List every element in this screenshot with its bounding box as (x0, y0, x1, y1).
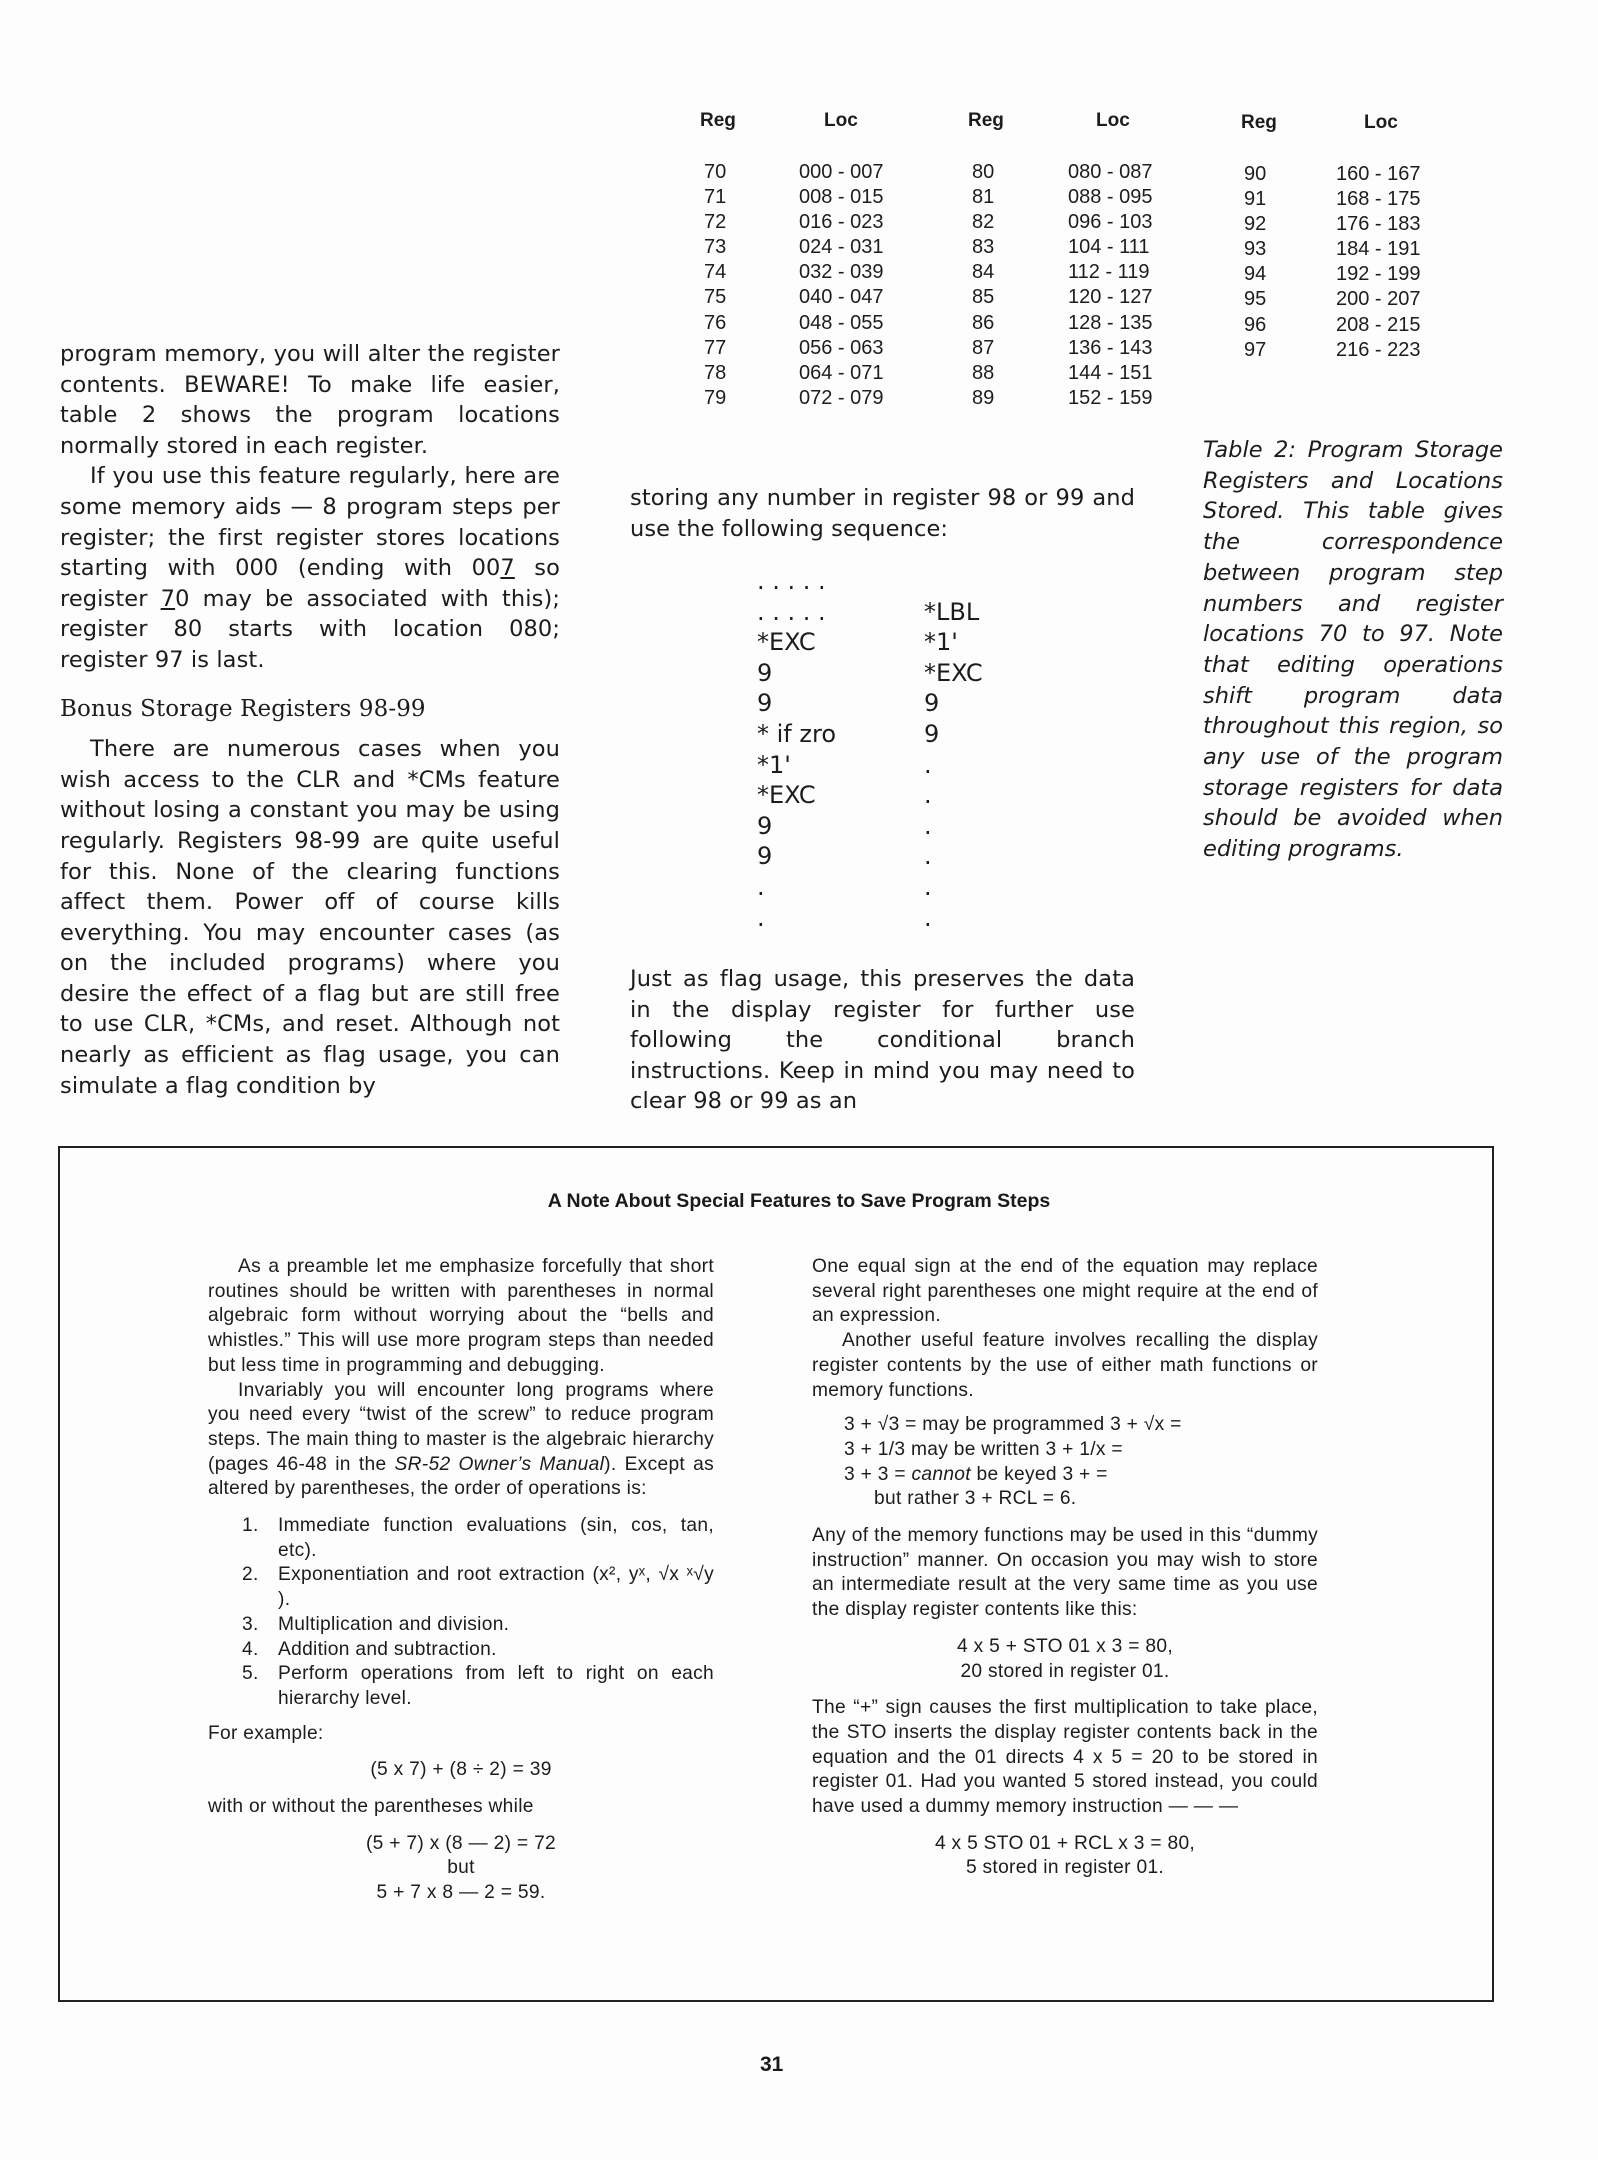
recall-example-3: 3 + 3 = cannot be keyed 3 + = (844, 1463, 1108, 1485)
sto-example-1-line-1: 4 x 5 + STO 01 x 3 = 80, (957, 1635, 1173, 1657)
recall-example-2: 3 + 1/3 may be written 3 + 1/x = (844, 1438, 1123, 1460)
table-header: Loc (1096, 110, 1130, 131)
table-caption: Table 2: Program Storage Registers and Locations Stored. This table gives the correspondence between program step numbers and register locations 70 to 97. Note that editing operations shift program data throughout this region, so any use of the program storage registers for data should be avoided when editing programs. (1203, 437, 1503, 863)
note-paragraph-equal-sign: One equal sign at the end of the equation may replace several right parentheses one might require at the end of an expression. (812, 1256, 1318, 1327)
sequence-right-column: *LBL *1' *EXC 9 9 . . . . . . (924, 597, 983, 932)
reg-column-1: 70 71 72 73 74 75 76 77 78 79 (704, 161, 727, 409)
but-label: but (447, 1857, 475, 1879)
note-left-column (208, 1255, 714, 1906)
paragraph-register-contents: program memory, you will alter the register contents. BEWARE! To make life easier, table 2 shows the program locations normally stored in each register. (60, 341, 560, 459)
note-paragraph-plus-sign: The “+” sign causes the first multiplication to take place, the STO inserts the display register contents back in the equation and the 01 directs 4 x 5 = 20 to be stored in register 01. Had you wanted 5 stored instead, you could have used a dummy memory instruction — — — (812, 1697, 1318, 1818)
table-header: Reg (700, 110, 736, 131)
list-item: 1. Immediate function evaluations (sin, cos, tan, etc). (242, 1515, 714, 1561)
equation-2: (5 + 7) x (8 — 2) = 72 (365, 1832, 557, 1854)
reg-column-2: 80 81 82 83 84 85 86 87 88 89 (972, 161, 995, 409)
note-right-column (812, 1255, 1318, 1881)
table-header: Reg (968, 110, 1004, 131)
order-of-operations-list (208, 1514, 714, 1712)
page-number: 31 (760, 2053, 784, 2076)
sequence-left-column: . . . . . . . . . . *EXC 9 9 * if zro *1' *EXC 9 9 . . (757, 567, 836, 932)
list-item: 5. Perform operations from left to right on each hierarchy level. (242, 1663, 714, 1709)
register-location-table (700, 110, 1500, 410)
section-heading: Bonus Storage Registers 98-99 (60, 695, 426, 722)
table-header: Loc (824, 110, 858, 131)
loc-column-2: 080 - 087 088 - 095 096 - 103 104 - 111 112 - 119 120 - 127 128 - 135 136 - 143 144 - 151 152 - 159 (1068, 161, 1153, 409)
note-box-title: A Note About Special Features to Save Program Steps (547, 1190, 1051, 1212)
paragraph-memory-aids: If you use this feature regularly, here are some memory aids — 8 program steps per register; the first register stores locations starting with 000 (ending with 007 so register 70 may be associated with this); register 80 starts with location 080; register 97 is last. (60, 463, 561, 673)
note-paragraph-hierarchy: Invariably you will encounter long programs where you need every “twist of the screw” to reduce program steps. The main thing to master is the algebraic hierarchy (pages 46-48 in the SR-52 Owner’s Manual). Except as altered by parentheses, the order of operations is: (208, 1379, 714, 1500)
table-header: Loc (1364, 112, 1398, 133)
list-item: 3. Multiplication and division. (242, 1613, 510, 1635)
sto-example-2-line-1: 4 x 5 STO 01 + RCL x 3 = 80, (934, 1832, 1196, 1854)
loc-column-3: 160 - 167 168 - 175 176 - 183 184 - 191 192 - 199 200 - 207 208 - 215 216 - 223 (1336, 163, 1421, 361)
sto-example-2-line-2: 5 stored in register 01. (965, 1857, 1165, 1879)
sequence-intro: storing any number in register 98 or 99 and use the following sequence: (630, 485, 1135, 542)
paragraph-bonus-registers: There are numerous cases when you wish access to the CLR and *CMs feature without losing a constant you may be using regularly. Registers 98-99 are quite useful for this. None of the clearing functions affect them. Power off of course kills everything. You may encounter cases (as on the included programs) where you desire the effect of a flag but are still free to use CLR, *CMs, and reset. Although not nearly as efficient as flag usage, you can simulate a flag condition by (60, 736, 560, 1099)
for-example-label: For example: (208, 1722, 324, 1744)
sequence-outro: Just as flag usage, this preserves the data in the display register for further use following the conditional branch instructions. Keep in mind you may need to clear 98 or 99 as an (630, 966, 1135, 1115)
list-item: 2. Exponentiation and root extraction (x², yˣ, √x ˣ√y ). (242, 1564, 714, 1611)
table-header: Reg (1241, 112, 1277, 133)
equation-3: 5 + 7 x 8 — 2 = 59. (376, 1882, 546, 1904)
loc-column-1: 000 - 007 008 - 015 016 - 023 024 - 031 032 - 039 040 - 047 048 - 055 056 - 063 064 - 071 072 - 079 (799, 161, 884, 409)
with-or-without-label: with or without the parentheses while (208, 1796, 534, 1818)
recall-example-4: but rather 3 + RCL = 6. (874, 1488, 1077, 1510)
left-column (60, 339, 560, 1101)
note-paragraph-preamble: As a preamble let me emphasize forcefully that short routines should be written with parentheses in normal algebraic form without worrying about the “bells and whistles.” This will use more program steps than needed but less time in programming and debugging. (208, 1256, 714, 1376)
note-paragraph-recall: Another useful feature involves recalling the display register contents by the use of either math functions or memory functions. (812, 1330, 1318, 1401)
recall-example-1: 3 + √3 = may be programmed 3 + √x = (844, 1414, 1182, 1436)
equation-1: (5 x 7) + (8 ÷ 2) = 39 (370, 1759, 552, 1781)
list-item: 4. Addition and subtraction. (242, 1638, 497, 1660)
reg-column-3: 90 91 92 93 94 95 96 97 (1244, 163, 1267, 361)
note-paragraph-dummy-instruction: Any of the memory functions may be used in this “dummy instruction” manner. On occasion you may wish to store an intermediate result at the very same time as you use the display register contents like this: (812, 1525, 1318, 1621)
recall-examples (812, 1413, 1318, 1512)
sto-example-1-line-2: 20 stored in register 01. (960, 1660, 1170, 1682)
